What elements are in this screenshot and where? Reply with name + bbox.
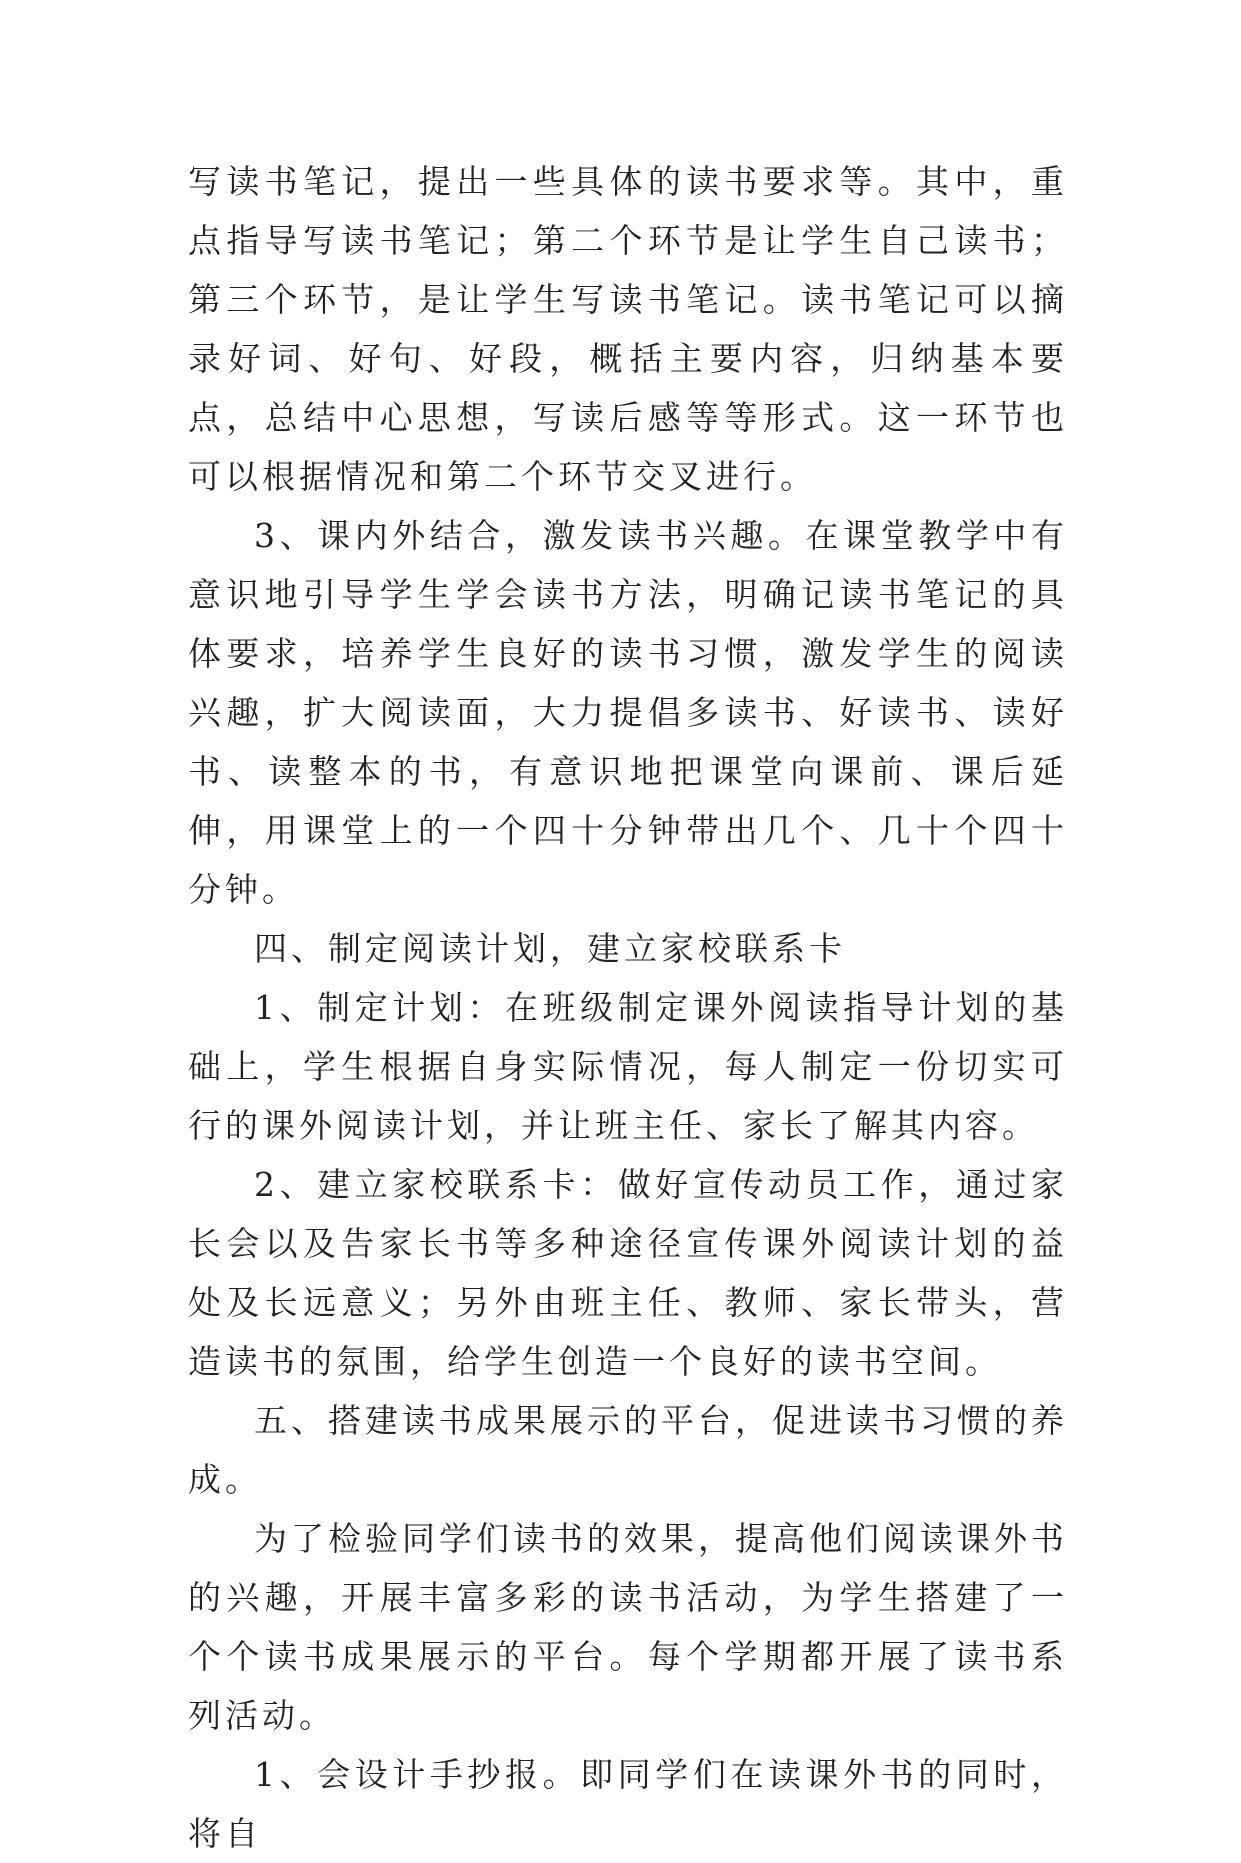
paragraph-2: 3、课内外结合，激发读书兴趣。在课堂教学中有意识地引导学生学会读书方法，明确记读书笔记的具体要求，培养学生良好的读书习惯，激发学生的阅读兴趣，扩大阅读面，大力提倡多读书、好读书、读好书、读整本的书，有意识地把课堂向课前、课后延伸，用课堂上的一个四十分钟带出几个、几十个四十分钟。: [188, 516, 1068, 909]
paragraph-6: 1、会设计手抄报。即同学们在读课外书的同时，将自: [188, 1755, 1068, 1853]
document-body: [188, 152, 1068, 1863]
paragraph-3: 1、制定计划：在班级制定课外阅读指导计划的基础上，学生根据自身实际情况，每人制定一份切实可行的课外阅读计划，并让班主任、家长了解其内容。: [188, 988, 1068, 1145]
paragraph-1: 写读书笔记，提出一些具体的读书要求等。其中，重点指导写读书笔记；第二个环节是让学生自己读书；第三个环节，是让学生写读书笔记。读书笔记可以摘录好词、好句、好段，概括主要内容，归纳基本要点，总结中心思想，写读后感等等形式。这一环节也可以根据情况和第二个环节交叉进行。: [188, 162, 1068, 496]
paragraph-5: 为了检验同学们读书的效果，提高他们阅读课外书的兴趣，开展丰富多彩的读书活动，为学生搭建了一个个读书成果展示的平台。每个学期都开展了读书系列活动。: [188, 1519, 1068, 1735]
section-heading-5: 五、搭建读书成果展示的平台，促进读书习惯的养成。: [188, 1401, 1068, 1499]
section-heading-4: 四、制定阅读计划，建立家校联系卡: [254, 929, 846, 968]
paragraph-4: 2、建立家校联系卡：做好宣传动员工作，通过家长会以及告家长书等多种途径宣传课外阅读计划的益处及长远意义；另外由班主任、教师、家长带头，营造读书的氛围，给学生创造一个良好的读书空间。: [188, 1165, 1068, 1381]
